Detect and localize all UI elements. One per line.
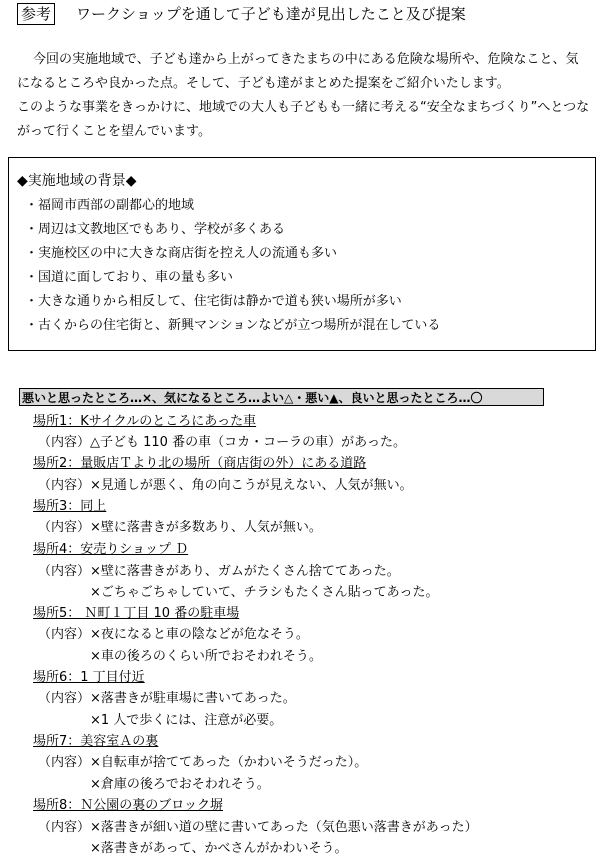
place-title: 場所6：1 丁目付近 xyxy=(33,670,145,685)
place-title: 場所3：同上 xyxy=(33,499,107,514)
intro-line: になるところや良かった点。そして、子ども達がまとめた提案をご紹介いたします。 xyxy=(17,76,510,91)
content-label: （内容） xyxy=(38,564,91,579)
legend-bar: 悪いと思ったところ…×、気になるところ…よい△・悪い▲、良いと思ったところ…〇 xyxy=(19,388,544,406)
place-note: ×夜になると車の陰などが危なそう。 xyxy=(90,627,309,642)
place-note: ×壁に落書きがあり、ガムがたくさん捨ててあった。 xyxy=(90,564,400,579)
background-item: ・周辺は文教地区でもあり、学校が多くある xyxy=(25,222,286,237)
page-heading: ワークショップを通して子ども達が見出したこと及び提案 xyxy=(76,5,466,23)
background-item: ・実施校区の中に大きな商店街を控え人の流通も多い xyxy=(25,246,338,261)
place-note: ×落書きが駐車場に書いてあった。 xyxy=(90,691,296,706)
content-label: （内容） xyxy=(38,691,91,706)
place-note: ×ごちゃごちゃしていて、チラシもたくさん貼ってあった。 xyxy=(90,585,439,600)
place-title: 場所2：量販店Ｔより北の場所（商店街の外）にある道路 xyxy=(33,456,367,471)
place-title: 場所5： Ｎ町１丁目 10 番の駐車場 xyxy=(33,606,240,621)
background-item: ・大きな通りから相反して、住宅街は静かで道も狭い場所が多い xyxy=(25,294,402,309)
place-note: ×壁に落書きが多数あり、人気が無い。 xyxy=(90,520,322,535)
place-note: ×1 人で歩くには、注意が必要。 xyxy=(90,713,283,728)
place-note: ×倉庫の後ろでおそわれそう。 xyxy=(90,777,270,792)
content-label: （内容） xyxy=(38,478,91,493)
place-title: 場所8：Ｎ公園の裏のブロック塀 xyxy=(33,798,224,813)
place-title: 場所4：安売りショップ Ｄ xyxy=(33,542,189,557)
intro-line: このような事業をきっかけに、地域での大人も子どもも一緒に考える“安全なまちづくり”へとつな xyxy=(17,100,590,115)
content-label: （内容） xyxy=(38,820,91,835)
place-note: ×自転車が捨ててあった（かわいそうだった）。 xyxy=(90,755,368,770)
content-label: （内容） xyxy=(38,520,91,535)
place-note: ×車の後ろのくらい所でおそわれそう。 xyxy=(90,649,322,664)
content-label: （内容） xyxy=(38,627,91,642)
content-label: （内容） xyxy=(38,435,91,450)
content-label: （内容） xyxy=(38,755,91,770)
place-note: △子ども 110 番の車（コカ・コーラの車）があった。 xyxy=(90,435,406,450)
place-note: ×落書きが細い道の壁に書いてあった（気色悪い落書きがあった） xyxy=(90,820,478,835)
background-title: ◆実施地域の背景◆ xyxy=(17,173,137,189)
background-item: ・古くからの住宅街と、新興マンションなどが立つ場所が混在している xyxy=(25,318,441,333)
intro-line: 今回の実施地域で、子ども達から上がってきたまちの中にある危険な場所や、危険なこと、気 xyxy=(33,52,579,67)
place-title: 場所1：Kサイクルのところにあった車 xyxy=(33,414,257,429)
intro-line: がって行くことを望んでいます。 xyxy=(17,124,211,139)
place-note: ×見通しが悪く、角の向こうが見えない、人気が無い。 xyxy=(90,478,413,493)
reference-tag: 参考 xyxy=(17,3,55,25)
background-item: ・国道に面しており、車の量も多い xyxy=(25,270,234,285)
background-item: ・福岡市西部の副都心的地域 xyxy=(25,198,195,213)
place-note: ×落書きがあって、かべさんがかわいそう。 xyxy=(90,841,348,856)
place-title: 場所7：美容室Ａの裏 xyxy=(33,734,159,749)
